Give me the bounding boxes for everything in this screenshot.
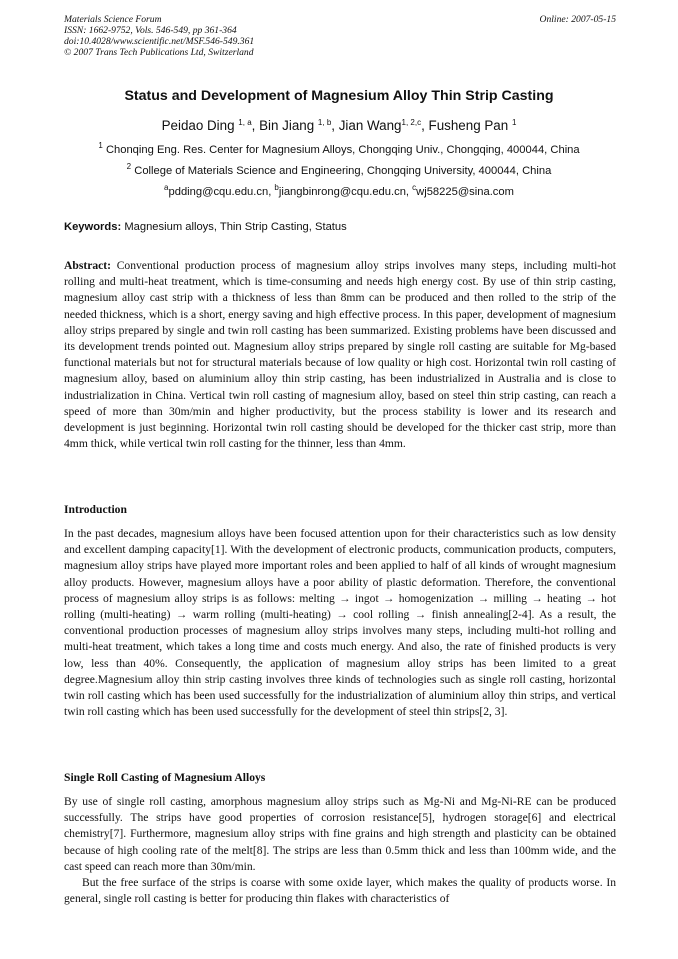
single-roll-heading: Single Roll Casting of Magnesium Alloys (64, 771, 266, 784)
single-roll-paragraph-2: But the free surface of the strips is coarse with some oxide layer, which makes the quality of products worse. In general, single roll casting is better for producing thin flakes with characteristics of (64, 876, 616, 906)
affiliation-superscript: 1 (98, 141, 103, 150)
author-name: Bin Jiang (259, 118, 315, 133)
author-superscript: 1 (511, 118, 517, 127)
email-link[interactable]: pdding@cqu.edu.cn, (168, 186, 272, 198)
email-link[interactable]: jiangbinrong@cqu.edu.cn, (278, 186, 410, 198)
affiliation-1 (30, 141, 648, 156)
journal-name: Materials Science Forum (64, 14, 162, 25)
abstract-label: Abstract: (64, 259, 112, 272)
email-superscript: a (164, 183, 169, 192)
keywords-text: Magnesium alloys, Thin Strip Casting, Status (124, 221, 347, 233)
author-list: Peidao Ding $^{1, a}$, Bin Jiang $^{1, b}$, Jian Wang$^{1, 2,c}$, Fusheng Pan $^1$ (161, 118, 517, 133)
email-superscript: c (412, 183, 417, 192)
affiliation-2 (30, 162, 648, 177)
author-superscript: 1, a (238, 118, 252, 127)
paper-title: Status and Development of Magnesium Alloy Thin Strip Casting (124, 88, 554, 104)
affiliation-text: Chonqing Eng. Res. Center for Magnesium Alloys, Chongqing Univ., Chongqing, 400044, China (105, 144, 580, 156)
online-date: Online: 2007-05-15 (539, 14, 616, 25)
introduction-body (64, 526, 616, 720)
author-superscript: 1, b (317, 118, 332, 127)
email-link[interactable]: wj58225@sina.com (416, 186, 514, 198)
email-list (30, 183, 648, 198)
author-name: Peidao Ding (161, 118, 235, 133)
introduction-heading: Introduction (64, 503, 127, 516)
keywords-label: Keywords: (64, 221, 122, 233)
issn-line: ISSN: 1662-9752, Vols. 546-549, pp 361-364 (64, 25, 237, 36)
author-name: Jian Wang (338, 118, 402, 133)
journal-header (64, 14, 616, 58)
author-superscript: 1, 2,c (401, 118, 422, 127)
abstract-text: Conventional production process of magnesium alloy strips involves many steps, including multi-hot rolling and multi-heat treatment, which is time-consuming and needs high energy cost. By use of thin strip casting, magnesium alloy cast strip with a thickness of less than 8mm can be produced and then rolled to the strip of the needed thickness, which is a short, energy saving and high effective process. In this paper, development of magnesium alloy strips prepared by single and twin roll casting has been summarized. Existing problems have been discussed and its development trends pointed out. Magnesium alloy strips prepared by single roll casting are suitable for Mg-based functional materials but not for structural materials because of low quality or high cost. Horizontal twin roll casting of magnesium alloy, based on aluminium alloy thin strip casting, has been industrialized in Australia and is close to industrialization in China. Vertical twin roll casting of magnesium alloy, based on steel thin strip casting, can reach a speed of more than 30m/min and higher productivity, but the process stability is lower and its research and development is just beginning. Horizontal twin roll casting should be developed for the thicker cast strip, more than 4mm thick, while vertical twin roll casting for the thinner, less than 4mm. (64, 259, 616, 451)
single-roll-paragraph-1: By use of single roll casting, amorphous magnesium alloy strips such as Mg-Ni and Mg-Ni-RE can be produced successfully. The strips have good properties of corrosion resistance[5], hydrogen storage[6] and electrical chemistry[7]. Furthermore, magnesium alloy strips with fine grains and high strength and plasticity can be obtained because of high cooling rate of the melt[8]. The strips are less than 0.5mm thick and less than 100mm wide, and the cast speed can reach more than 30m/min. (64, 795, 616, 873)
doi-line: doi:10.4028/www.scientific.net/MSF.546-549.361 (64, 36, 255, 47)
author-name: Fusheng Pan (428, 118, 509, 133)
introduction-paragraph: In the past decades, magnesium alloys have been focused attention upon for their characteristics such as low density and excellent damping capacity[1]. With the development of electronic products, communication products, computers, magnesium alloy strips have played more important roles and been applied to half of all kinds of wrought magnesium alloy products. However, magnesium alloys have a poor ability of plastic deformation. Therefore, the conventional process of magnesium alloy strips is as follows: melting → ingot → homogenization → milling → heating → hot rolling (multi-heating) → warm rolling (multi-heating) → cool rolling → finish annealing[2-4]. As a result, the conventional production processes of magnesium alloy strips involves many steps, including multi-hot rolling and multi-heat treatment, which takes a long time and costs much energy. And also, the rate of finished products is very low, less than 40%. Consequently, the application of magnesium alloy strips has been limited to a great degree.Magnesium alloy thin strip casting involves three kinds of technologies such as single roll casting, horizontal twin roll casting which has been used successfully for the industrialization of aluminium alloy thin strips, and vertical twin roll casting which has been used successfully for the development of steel thin strips[2, 3]. (64, 527, 616, 719)
single-roll-body (64, 794, 616, 907)
copyright-line: © 2007 Trans Tech Publications Ltd, Switzerland (64, 47, 254, 58)
affiliation-superscript: 2 (126, 162, 132, 171)
keywords (64, 221, 616, 233)
affiliation-text: College of Materials Science and Engineering, Chongqing University, 400044, China (134, 165, 552, 177)
abstract (64, 258, 616, 452)
email-superscript: b (274, 183, 279, 192)
